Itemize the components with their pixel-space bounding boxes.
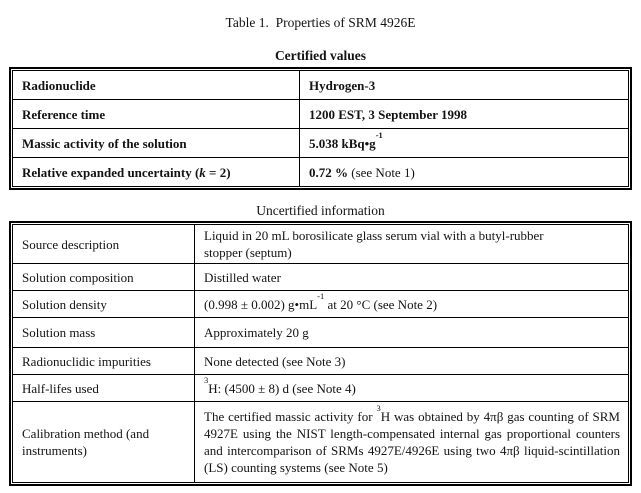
row-value-cell [195,225,629,264]
row-value: 0.72 % [309,164,348,180]
table-row [13,264,629,291]
row-label: Relative expanded uncertainty ( [22,164,200,180]
table-row [13,291,629,318]
table-row [13,71,629,100]
row-label-line: instruments) [22,443,87,458]
row-value: H was obtained by 4πβ gas counting of SRM 4927E using the NIST length-compensated internal gas proportional counters and intercomparison of SRMs 4927E/4926E using two 4πβ liquid-scintillation (LS) counting systems (see Note 5) [204,409,620,475]
row-value: 1200 EST, 3 September 1998 [309,106,468,122]
row-value: Hydrogen-3 [309,77,376,93]
row-value-cell [195,318,629,348]
uncertified-information-table [9,221,632,486]
row-label-cell [13,100,300,129]
table-title: Table 1. Properties of SRM 4926E [225,15,416,30]
row-value: None detected (see Note 3) [204,353,346,369]
row-value-note: (see Note 1) [348,164,415,180]
row-label: Source description [22,236,120,252]
row-label-line: Calibration method (and [22,426,150,441]
certified-values-heading: Certified values [274,48,367,63]
row-label-cell [13,348,195,375]
row-label-cell [13,71,300,100]
superscript: 3 [376,403,381,414]
table-row [13,318,629,348]
row-label-cell [13,264,195,291]
table-row [13,225,629,264]
row-value-cell [300,71,629,100]
italic-k: k [199,164,206,180]
table-row [13,100,629,129]
row-value-cell [195,348,629,375]
row-label: = 2) [205,164,231,180]
superscript: -1 [375,129,383,140]
row-value-cell [300,100,629,129]
certified-values-table [9,67,632,190]
row-value: 5.038 kBq•g [309,135,376,151]
row-value: at 20 °C (see Note 2) [324,296,438,312]
row-value: The certified massic activity for [204,409,377,424]
row-value-line: stopper (septum) [204,245,292,260]
row-label: Radionuclide [22,77,96,93]
row-label: Half-lifes used [22,380,99,396]
row-label-cell [13,402,195,483]
row-label-cell [13,129,300,158]
row-value-cell [300,129,629,158]
row-value: H: (4500 ± 8) d (see Note 4) [208,380,356,396]
row-value-cell [195,264,629,291]
row-label-cell [13,291,195,318]
row-label-cell [13,375,195,402]
row-value-cell [195,291,629,318]
uncertified-information-heading: Uncertified information [256,203,385,218]
table-row [13,158,629,187]
table-row [13,375,629,402]
row-value: (0.998 ± 0.002) g•mL [204,296,318,312]
row-label: Solution mass [22,325,96,340]
row-value-cell [300,158,629,187]
row-label: Radionuclidic impurities [22,353,151,369]
row-label: Reference time [22,106,106,122]
superscript: 3 [204,374,209,385]
row-value: Approximately 20 g [204,325,309,340]
row-label: Solution density [22,296,107,312]
row-value-cell [195,402,629,483]
row-value-line: Liquid in 20 mL borosilicate glass serum vial with a butyl-rubber [204,228,544,243]
row-label-cell [13,225,195,264]
table-row [13,348,629,375]
table-row [13,129,629,158]
row-label: Massic activity of the solution [22,135,187,151]
superscript: -1 [317,290,325,301]
row-value-cell [195,375,629,402]
table-row [13,402,629,483]
row-label: Solution composition [22,269,134,285]
row-label-cell [13,318,195,348]
row-label-cell [13,158,300,187]
row-value: Distilled water [204,269,281,285]
